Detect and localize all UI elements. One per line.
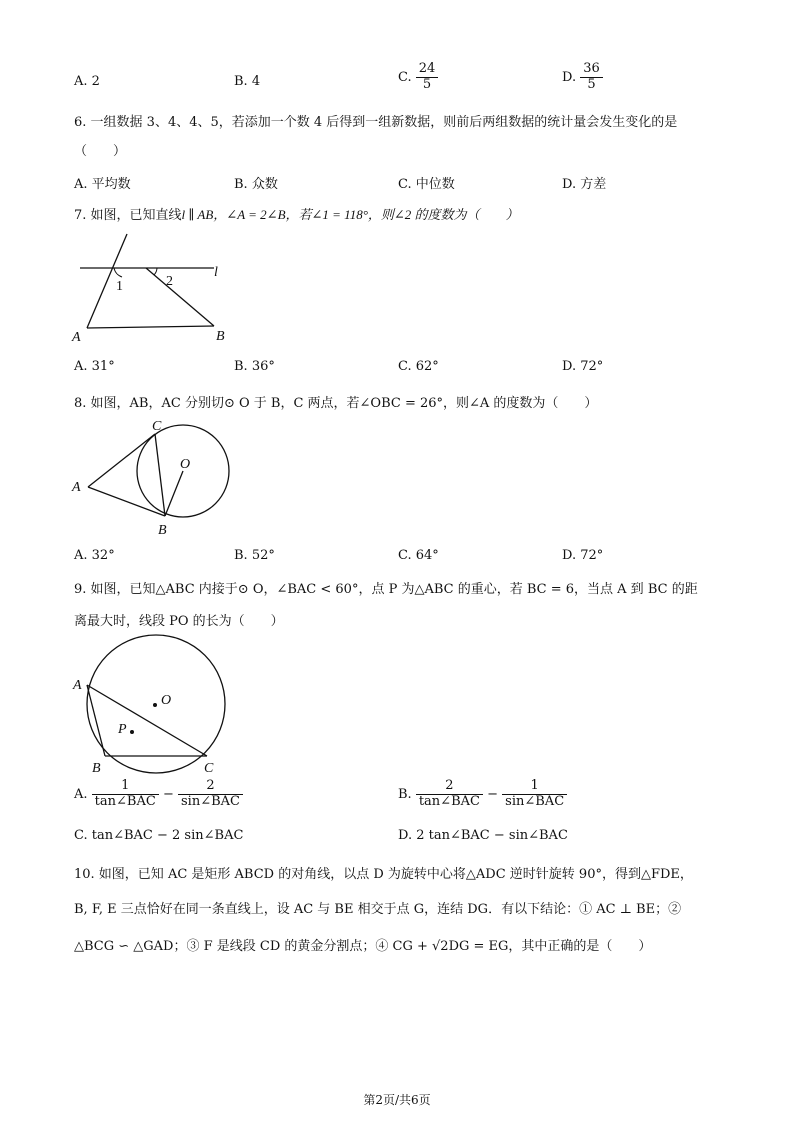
q7-option-a: A. 31°: [74, 359, 115, 374]
q9-label-o: O: [161, 693, 172, 708]
q8-label-o: O: [180, 457, 191, 472]
q9-stem-line1: 9. 如图，已知△ABC 内接于⊙ O，∠BAC < 60°，点 P 为△ABC 的重心，若 BC = 6，当点 A 到 BC 的距: [74, 582, 698, 597]
q7-figure: [70, 228, 250, 346]
q6-option-a: A. 平均数: [74, 177, 131, 192]
q8-tangent-ab: [88, 487, 165, 516]
q9-figure: [68, 634, 238, 776]
q8-figure: [68, 416, 238, 538]
q10-stem-line3: △BCG ∽ △GAD；③ F 是线段 CD 的黄金分割点；④ CG + √2DG = EG，其中正确的是（ ）: [74, 939, 652, 954]
q8-option-a: A. 32°: [74, 548, 115, 563]
q7-label-b: B: [216, 329, 225, 344]
q8-option-b: B. 52°: [234, 548, 275, 563]
q7-segment-ab: [87, 326, 214, 328]
q9-option-c: C. tan∠BAC − 2 sin∠BAC: [74, 828, 244, 843]
q10-stem-line2: B, F, E 三点恰好在同一条直线上，设 AC 与 BE 相交于点 G，连结 DG．有以下结论：① AC ⊥ BE；②: [74, 902, 682, 917]
q8-option-d: D. 72°: [562, 548, 604, 563]
q5-option-b: B. 4: [234, 74, 261, 89]
q5-option-c: C. $\frac{24}{5}$: [398, 62, 438, 93]
q6-paren: （ ）: [74, 144, 127, 159]
q9-label-p: P: [118, 722, 127, 737]
q9-stem-line2: 离最大时，线段 PO 的长为（ ）: [74, 614, 284, 629]
q9-point-o: [153, 703, 157, 707]
q7-option-b: B. 36°: [234, 359, 275, 374]
q6-stem: 6. 一组数据 3、4、4、5，若添加一个数 4 后得到一组新数据，则前后两组数据的统计量会发生变化的是: [74, 115, 678, 130]
q8-chord-bc: [155, 434, 165, 516]
q9-label-a: A: [73, 678, 82, 693]
q7-label-1: 1: [116, 279, 123, 294]
q9-option-d: D. 2 tan∠BAC − sin∠BAC: [398, 828, 568, 843]
q7-arc-2: [154, 268, 157, 275]
q7-label-a: A: [72, 330, 81, 345]
q7-arc-1: [114, 268, 122, 277]
q9-segment-ab: [87, 685, 105, 756]
q9-option-a: A. $\frac{1}{\text{tan∠BAC}}$ − $\frac{2}{\text{sin∠BAC}}$: [74, 779, 243, 810]
q8-option-c: C. 64°: [398, 548, 439, 563]
q7-label-l: l: [214, 265, 218, 280]
q6-option-c: C. 中位数: [398, 177, 455, 192]
q7-segment-b: [146, 268, 214, 326]
q7-option-d: D. 72°: [562, 359, 604, 374]
q9-segment-ac: [87, 685, 207, 756]
q8-tangent-ac: [88, 434, 155, 487]
q5-option-d: D. $\frac{36}{5}$: [562, 62, 603, 93]
q5-option-a: A. 2: [74, 74, 100, 89]
q7-option-c: C. 62°: [398, 359, 439, 374]
q9-option-b: B. $\frac{2}{\text{tan∠BAC}}$ − $\frac{1}{\text{sin∠BAC}}$: [398, 779, 567, 810]
q7-label-2: 2: [166, 274, 173, 289]
q6-option-b: B. 众数: [234, 177, 278, 192]
q9-point-p: [130, 730, 134, 734]
q6-option-d: D. 方差: [562, 177, 607, 192]
q8-label-a: A: [72, 480, 81, 495]
q8-label-c: C: [152, 419, 162, 434]
q9-label-b: B: [92, 761, 101, 776]
q7-stem: 7. 如图，已知直线l ∥ AB，∠A = 2∠B，若∠1 = 118°，则∠2 的度数为（ ）: [74, 207, 519, 223]
page-footer: 第2页/共6页: [363, 1093, 431, 1107]
q8-stem: 8. 如图，AB，AC 分别切⊙ O 于 B，C 两点，若∠OBC = 26°，则∠A 的度数为（ ）: [74, 396, 598, 411]
q8-radius-ob: [165, 471, 183, 516]
q8-label-b: B: [158, 523, 167, 538]
q10-stem-line1: 10. 如图，已知 AC 是矩形 ABCD 的对角线，以点 D 为旋转中心将△ADC 逆时针旋转 90°，得到△FDE，: [74, 867, 693, 882]
q9-label-c: C: [204, 761, 214, 776]
